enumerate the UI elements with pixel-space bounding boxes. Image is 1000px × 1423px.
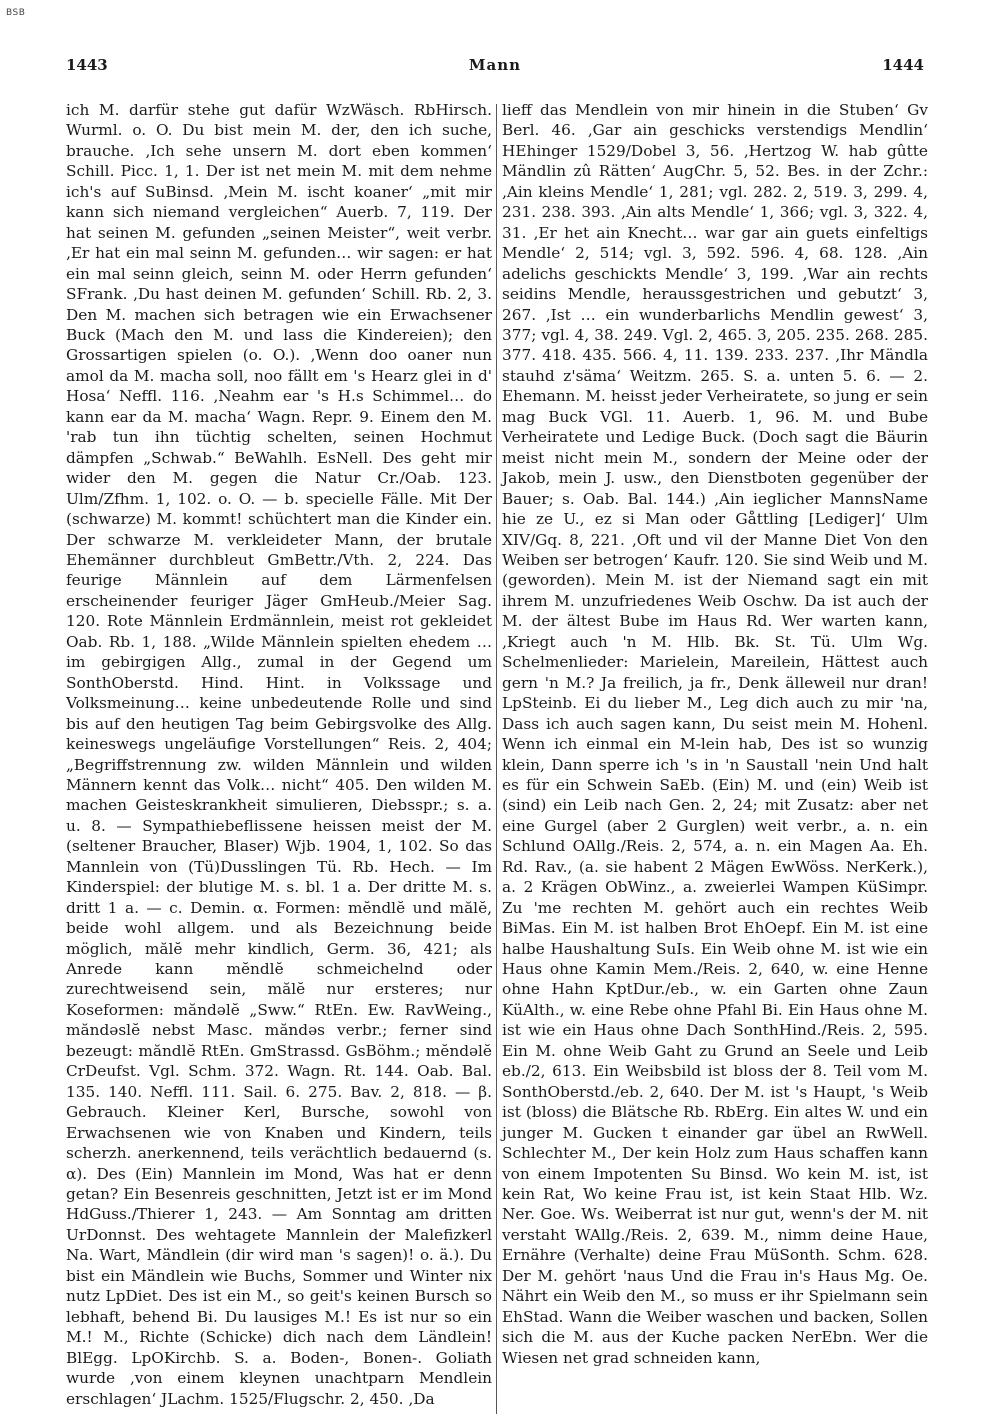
right-column-text: lieff das Mendlein von mir hinein in die Stuben‘ Gv Berl. 46. ‚Gar ain geschicks verstendigs Mendlin‘ HEhinger 1529/Dobel 3, 56. ‚Hertzog W. hab gûtte Mändlin zû Rätten‘ AugChr. 5, 52. Bes. in der Zchr.: ‚Ain kleins Mendle‘ 1, 281; vgl. 282. 2, 519. 3, 299. 4, 231. 238. 393. ‚Ain alts Mendle‘ 1, 366; vgl. 3, 322. 4, 31. ‚Er het ain Knecht… war gar ain guets einfeltigs Mendle‘ 2, 514; vgl. 3, 592. 596. 4, 68. 128. ‚Ain adelichs geschickts Mendle‘ 3, 199. ‚War ain rechts seidins Mendle, heraussgestrichen und gebutzt‘ 3, 267. ‚Ist … ein wunderbarlichs Mendlin gewest‘ 3, 377; vgl. 4, 38. 249. Vgl. 2, 465. 3, 205. 235. 268. 285. 377. 418. 435. 566. 4, 11. 139. 233. 237. ‚Ihr Mändla stauhd z'säma‘ Weitzm. 265. S. a. unten 5. 6. — 2. Ehemann. M. heisst jeder Verheiratete, so jung er sein mag Buck VGl. 11. Auerb. 1, 96. M. und Bube Verheiratete und Ledige Buck. (Doch sagt die Bäurin meist nicht mein M., sondern der Meine oder der Jakob, mein J. usw., den Dienstboten gegenüber der Bauer; s. Oab. Bal. 144.) ‚Ain ieglicher MannsName hie ze U., ez si Man oder Gåttling [Lediger]‘ Ulm XIV/Gq. 8, 221. ‚Oft und vil der Manne Diet Von den Weiben ser betrogen‘ Kaufr. 120. Sie sind Weib und M. (geworden). Mein M. ist der Niemand sagt ein mit ihrem M. unzufriedenes Weib Oschw. Da ist auch der M. der ältest Bube im Haus Rd. Wer warten kann, ‚Kriegt auch 'n M. Hlb. Bk. St. Tü. Ulm Wg. Schelmenlieder: Marielein, Mareilein, Hättest auch gern 'n M.? Ja freilich, ja fr., Denk älleweil nur dran! LpSteinb. Ei du lieber M., Leg dich auch zu mir 'na, Dass ich auch sagen kann, Du seist mein M. Hohenl. Wenn ich einmal ein M-lein hab, Des ist so wunzig klein, Dann sperre ich 's in 'n Saustall 'nein Und halt es für ein Schwein SaEb. (Ein) M. und (ein) Weib ist (sind) ein Leib nach Gen. 2, 24; mit Zusatz: aber net eine Gurgel (aber 2 Gurglen) weit verbr., a. n. ein Schlund OAllg./Reis. 2, 574, a. n. ein Magen Aa. Eh. Rd. Rav., (a. sie habent 2 Mägen EwWöss. NerKerk.), a. 2 Krägen ObWinz., a. zweierlei Wampen KüSimpr. Zu 'me rechten M. gehört auch ein rechtes Weib BiMas. Ein M. ist halben Brot EhOepf. Ein M. ist eine halbe Haushaltung SuIs. Ein Weib ohne M. ist wie ein Haus ohne Kamin Mem./Reis. 2, 640, w. eine Henne ohne Hahn KptDur./eb., w. ein Garten ohne Zaun KüAlth., w. eine Rebe ohne Pfahl Bi. Ein Haus ohne M. ist wie ein Haus ohne Dach SonthHind./Reis. 2, 595. Ein M. ohne Weib Gaht zu Grund an Seele und Leib eb./2, 613. Ein Weibsbild ist bloss der 8. Teil vom M. SonthOberstd./eb. 2, 640. Der M. ist 's Haupt, 's Weib ist (bloss) die Blätsche Rb. RbErg. Ein altes W. und ein junger M. Gucken t einander gar übel an RwWell. Schlechter M., Der kein Holz zum Haus schaffen kann von einem Impotenten Su Binsd. Wo kein M. ist, ist kein Rat, Wo keine Frau ist, ist kein Staat Hlb. Wz. Ner. Goe. Ws. Weiberrat ist nur gut, wenn's der M. nit verstaht WAllg./Reis. 2, 639. M., nimm deine Haue, Ernähre (Verhalte) deine Frau MüSonth. Schm. 628. Der M. gehört 'naus Und die Frau in's Haus Mg. Oe. Nährt ein Weib den M., so muss er ihr Spielmann sein EhStad. Wann die Weiber waschen und backen, Sollen sich die M. aus der Kuche packen NerEbn. Wer die Wiesen net grad schneiden kann, [502, 101, 928, 1367]
headword-title: Mann [468, 56, 522, 74]
left-column-text: ich M. darfür stehe gut dafür WzWäsch. RbHirsch. Wurml. o. O. Du bist mein M. der, den ich suche, brauche. ‚Ich sehe unsern M. dort eben kommen‘ Schill. Picc. 1, 1. Der ist net mein M. mit dem nehme ich's auf SuBinsd. ‚Mein M. ischt koaner‘ „mit mir kann sich niemand vergleichen“ Auerb. 7, 119. Der hat seinen M. gefunden „seinen Meister“, weit verbr. ‚Er hat ein mal seinn M. gefunden… wir sagen: er hat ein mal seinn gleich, seinn M. oder Herrn gefunden‘ SFrank. ‚Du hast deinen M. gefunden‘ Schill. Rb. 2, 3. Den M. machen sich betragen wie ein Erwachsener Buck (Mach den M. und lass die Kindereien); den Grossartigen spielen (o. O.). ‚Wenn doo oaner nun amol da M. macha soll, noo fällt em 's Hearz glei in d' Hosa‘ Neffl. 116. ‚Neahm ear 's H.s Schimmel… do kann ear da M. macha‘ Wagn. Repr. 9. Einem den M. 'rab tun ihn tüchtig schelten, seinen Hochmut dämpfen „Schwab.“ BeWahlh. EsNell. Des geht mir wider den M. gegen die Natur Cr./Oab. 123. Ulm/Zfhm. 1, 102. o. O. — b. specielle Fälle. Mit Der (schwarze) M. kommt! schüchtert man die Kinder ein. Der schwarze M. verkleideter Mann, der brutale Ehemänner durchbleut GmBettr./Vth. 2, 224. Das feurige Männlein auf dem Lärmenfelsen erscheinender feuriger Jäger GmHeub./Meier Sag. 120. Rote Männlein Erdmännlein, meist rot gekleidet Oab. Rb. 1, 188. „Wilde Männlein spielten ehedem … im gebirgigen Allg., zumal in der Gegend um SonthOberstd. Hind. Hint. in Volkssage und Volksmeinung… keine unbedeutende Rolle und sind bis auf den heutigen Tag beim Gebirgsvolke des Allg. keineswegs ungeläufige Vorstellungen“ Reis. 2, 404; „Begriffstrennung zw. wilden Männlein und wilden Männern kennt das Volk… nicht“ 405. Den wilden M. machen Geisteskrankheit simulieren, Diebsspr.; s. a. u. 8. — Sympathiebeflissene heissen meist der M. (seltener Braucher, Blaser) Wjb. 1904, 1, 102. So das Mannlein von (Tü)Dusslingen Tü. Rb. Hech. — Im Kinderspiel: der blutige M. s. bl. 1 a. Der dritte M. s. dritt 1 a. — c. Demin. α. Formen: mĕndlĕ und mălĕ, beide wohl allgem. und als Bezeichnung beide möglich, mălĕ mehr kindlich, Germ. 36, 421; als Anrede kann mĕndlĕ schmeichelnd oder zurechtweisend sein, mălĕ nur ersteres; nur Koseformen: măndəlĕ „Sww.“ RtEn. Ew. RavWeing., măndəslĕ nebst Masc. măndəs verbr.; ferner sind bezeugt: măndlĕ RtEn. GmStrassd. GsBöhm.; mĕndəlĕ CrDeufst. Vgl. Schm. 372. Wagn. Rt. 144. Oab. Bal. 135. 140. Neffl. 111. Sail. 6. 275. Bav. 2, 818. — β. Gebrauch. Kleiner Kerl, Bursche, sowohl von Erwachsenen wie von Knaben und Kindern, teils scherzh. anerkennend, teils verächtlich bedauernd (s. α). Des (Ein) Mannlein im Mond, Was hat er denn getan? Ein Besenreis geschnitten, Jetzt ist er im Mond HdGuss./Thierer 1, 243. — Am Sonntag am dritten UrDonnst. Des wehtagete Mannlein der Malefizkerl Na. Wart, Mändlein (dir wird man 's sagen)! o. ä.). Du bist ein Mändlein wie Buchs, Sommer und Winter nix nutz LpDiet. Des ist ein M., so geit's keinen Bursch so lebhaft, behend Bi. Du lausiges M.! Es ist nur so ein M.! M., Richte (Schicke) dich nach dem Ländlein! BlEgg. LpOKirchb. S. a. Boden-, Bonen-. Goliath wurde ‚von einem kleynen unachtparn Mendlein erschlagen‘ JLachm. 1525/Flugschr. 2, 450. ‚Da [66, 101, 492, 1408]
page-number-right: 1444 [882, 56, 924, 74]
page-number-left: 1443 [66, 56, 108, 74]
text-columns [66, 100, 928, 1420]
left-column [66, 100, 492, 1409]
library-stamp: BSB [6, 8, 26, 18]
page-header [66, 56, 924, 82]
right-column [502, 100, 928, 1368]
column-divider [496, 104, 497, 1414]
